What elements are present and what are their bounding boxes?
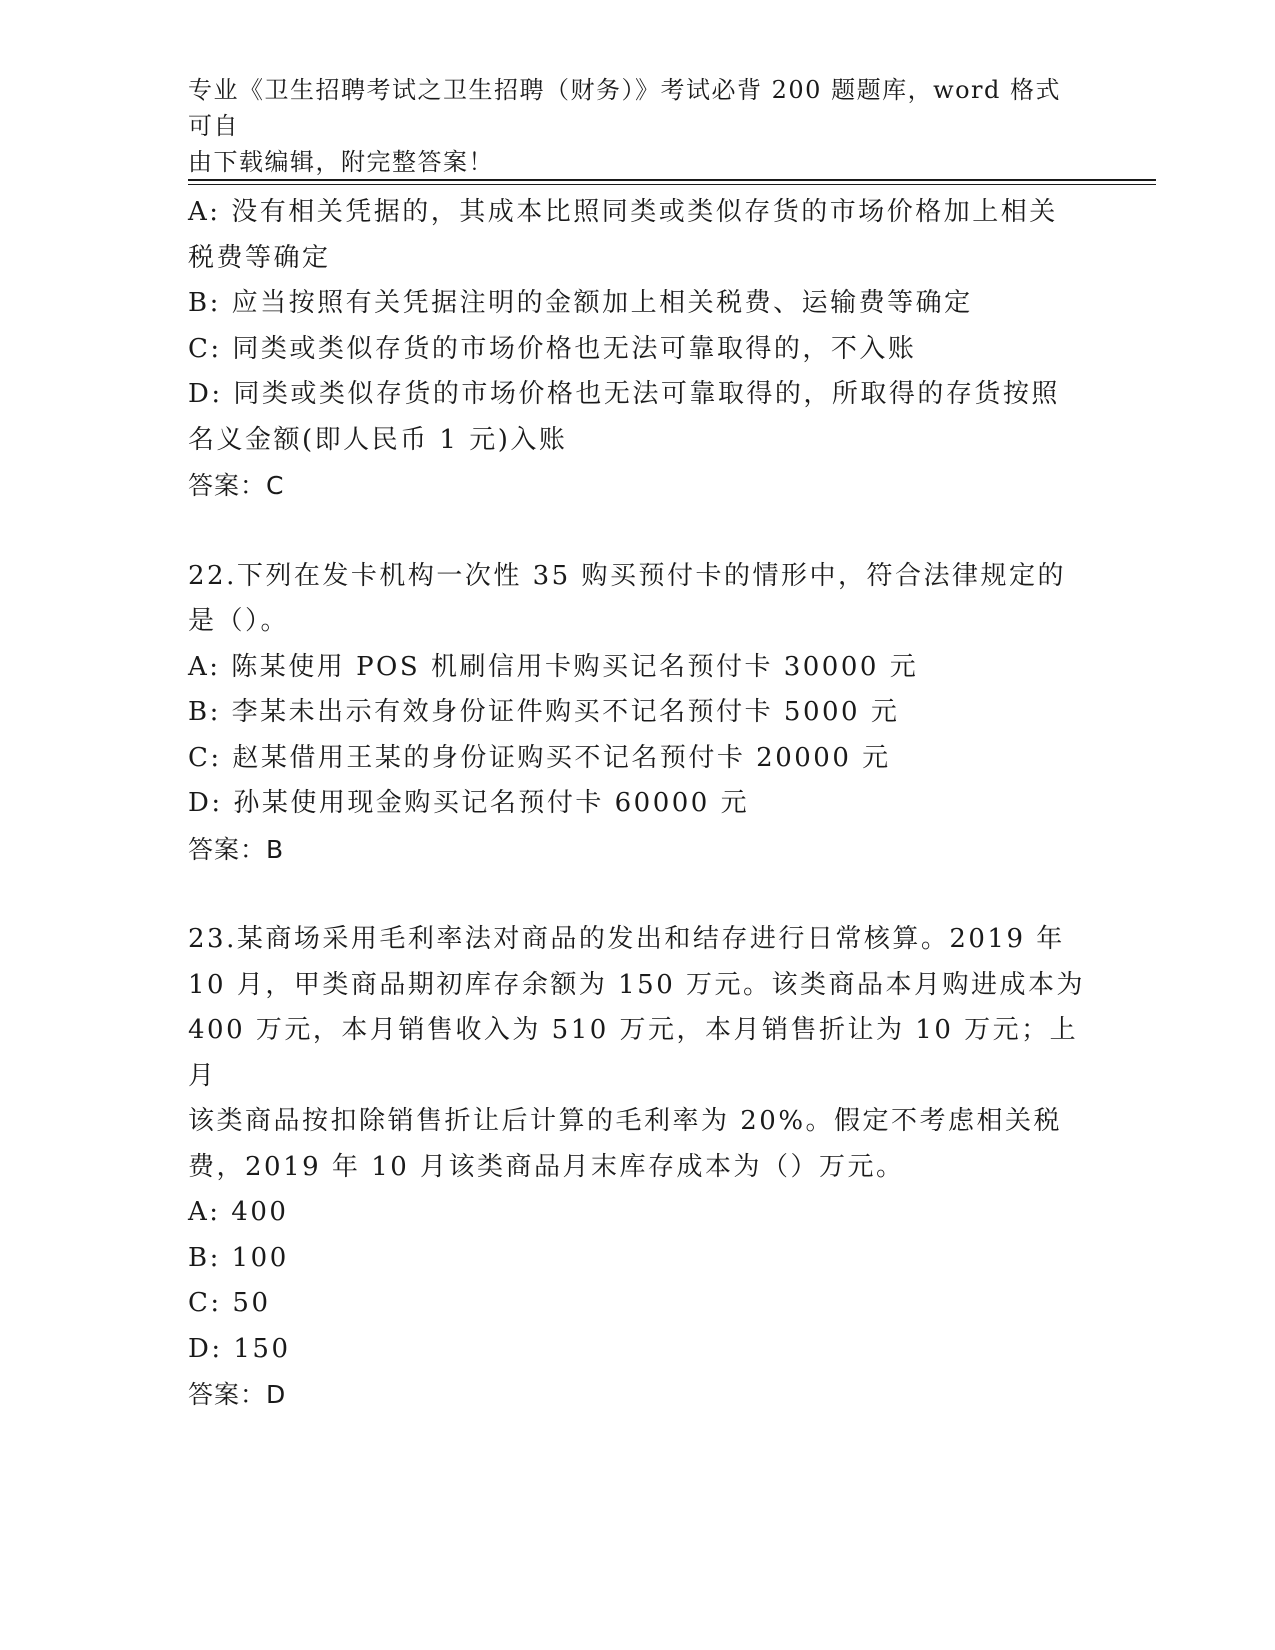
q21-option-b: B: 应当按照有关凭据注明的金额加上相关税费、运输费等确定 bbox=[188, 288, 973, 318]
q23-answer: 答案：D bbox=[188, 1380, 287, 1409]
q23-option-d: D: 150 bbox=[188, 1333, 291, 1364]
q21-option-c: C: 同类或类似存货的市场价格也无法可靠取得的，不入账 bbox=[188, 333, 917, 364]
q23-option-b: B: 100 bbox=[188, 1242, 289, 1273]
question-23 bbox=[188, 917, 1088, 1418]
q23-stem-line-2: 10 月，甲类商品期初库存余额为 150 万元。该类商品本月购进成本为 bbox=[188, 969, 1086, 1000]
q23-stem-line-1: 23.某商场采用毛利率法对商品的发出和结存进行日常核算。2019 年 bbox=[188, 924, 1065, 954]
q21-option-d-line-1: D: 同类或类似存货的市场价格也无法可靠取得的，所取得的存货按照 bbox=[188, 379, 1060, 409]
q22-option-c: C: 赵某借用王某的身份证购买不记名预付卡 20000 元 bbox=[188, 742, 891, 773]
q23-stem-line-3: 400 万元，本月销售收入为 510 万元，本月销售折让为 10 万元；上月 bbox=[188, 1015, 1079, 1091]
q23-stem-line-4: 该类商品按扣除销售折让后计算的毛利率为 20%。假定不考虑相关税 bbox=[188, 1106, 1063, 1136]
question-21 bbox=[188, 190, 1088, 509]
q23-option-c: C: 50 bbox=[188, 1288, 271, 1318]
q22-option-a: A: 陈某使用 POS 机刷信用卡购买记名预付卡 30000 元 bbox=[188, 651, 919, 682]
question-content bbox=[188, 190, 1088, 1418]
q23-stem-line-5: 费，2019 年 10 月该类商品月末库存成本为（）万元。 bbox=[188, 1151, 905, 1182]
header-text-line-2: 由下载编辑，附完整答案！ bbox=[188, 148, 494, 176]
q22-stem-line-2: 是（）。 bbox=[188, 606, 290, 636]
q23-option-a: A: 400 bbox=[188, 1197, 289, 1227]
header-divider-thin bbox=[188, 184, 1156, 185]
header-text-line-1: 专业《卫生招聘考试之卫生招聘（财务）》考试必背 200 题题库，word 格式可自 bbox=[188, 76, 1062, 140]
q21-option-d-line-2: 名义金额(即人民币 1 元)入账 bbox=[188, 424, 568, 455]
question-spacer bbox=[188, 509, 1088, 554]
q21-answer: 答案：C bbox=[188, 471, 285, 500]
q22-option-b: B: 李某未出示有效身份证件购买不记名预付卡 5000 元 bbox=[188, 697, 900, 727]
q21-option-a-line-2: 税费等确定 bbox=[188, 242, 331, 273]
q21-option-a-line-1: A: 没有相关凭据的，其成本比照同类或类似存货的市场价格加上相关 bbox=[188, 197, 1058, 227]
header-divider-thick bbox=[188, 179, 1156, 181]
document-header bbox=[188, 72, 1068, 180]
q22-stem-line-1: 22.下列在发卡机构一次性 35 购买预付卡的情形中，符合法律规定的 bbox=[188, 560, 1066, 591]
q22-answer: 答案：B bbox=[188, 834, 285, 864]
question-spacer bbox=[188, 872, 1088, 917]
q22-option-d: D: 孙某使用现金购买记名预付卡 60000 元 bbox=[188, 788, 750, 818]
question-22 bbox=[188, 554, 1088, 873]
